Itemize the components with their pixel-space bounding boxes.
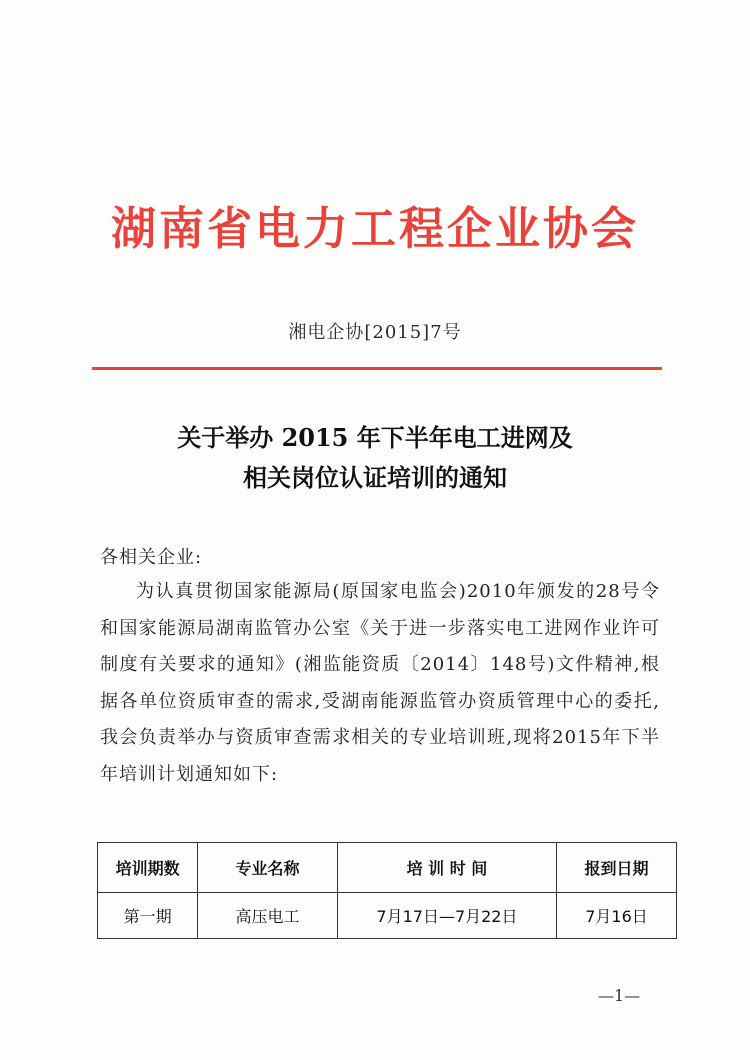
cell-specialty: 高压电工 [198,893,338,939]
cell-training-time: 7月17日—7月22日 [337,893,556,939]
table-row [98,893,677,939]
organization-header: 湖南省电力工程企业协会 [110,202,639,255]
title-line-1: 关于举办 2015 年下半年电工进网及 [177,423,573,452]
title-line-2: 相关岗位认证培训的通知 [243,463,507,492]
header-cell-period: 培训期数 [98,843,198,893]
training-schedule-table [97,842,677,939]
header-cell-registration-date: 报到日期 [556,843,676,893]
red-divider-line [92,367,662,370]
page-number: —1— [598,986,641,1005]
table-header-row [98,843,677,893]
header-cell-training-time: 培 训 时 间 [337,843,556,893]
cell-registration-date: 7月16日 [556,893,676,939]
cell-period: 第一期 [98,893,198,939]
header-cell-specialty: 专业名称 [198,843,338,893]
document-title [0,418,750,498]
document-number: 湘电企协[2015]7号 [288,322,462,343]
body-paragraph: 为认真贯彻国家能源局(原国家电监会)2010年颁发的28号令和国家能源局湖南监管办公室《关于进一步落实电工进网作业许可制度有关要求的通知》(湘监能资质〔2014〕148号)文件精神,根据各单位资质审查的需求,受湖南能源监管办资质管理中心的委托,我会负责举办与资质审查需求相关的专业培训班,现将2015年下半年培训计划通知如下: [100,581,660,785]
salutation: 各相关企业: [100,547,203,568]
